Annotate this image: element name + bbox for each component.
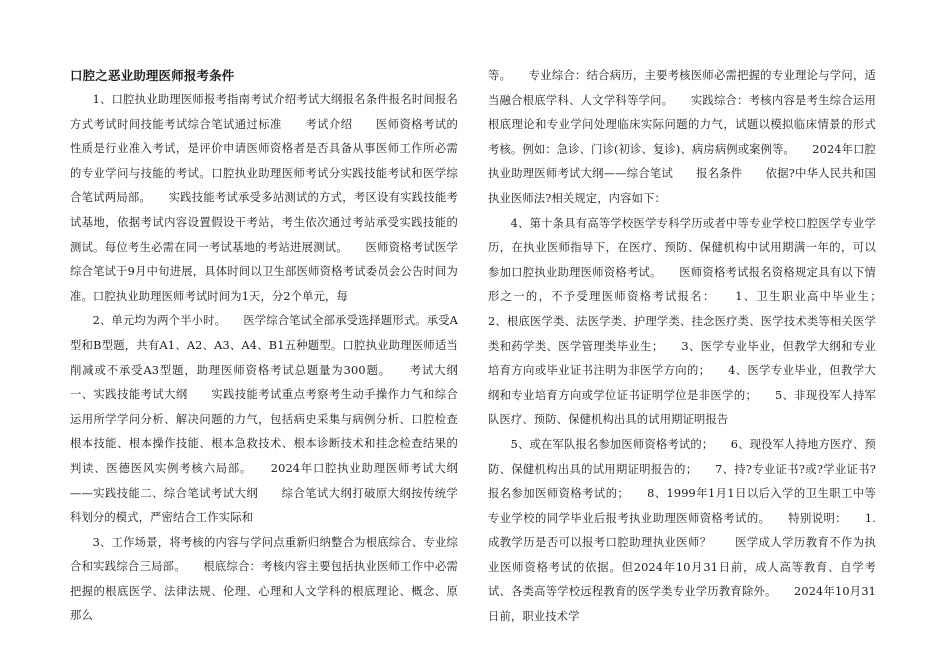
paragraph: 4、第十条具有高等学校医学专科学历或者中等专业学校口腔医学专业学历，在执业医师指导下，在医疗、预防、保健机构中试用期满一年的，可以参加口腔执业助理医师资格考试。 医师资格考试报名资格规定具有以下情形之一的，不予受理医师资格考试报名： 1、卫生职业高中毕业生； 2、根底医学类、法医学类、护理学类、挂念医疗类、医学技术类等相关医学类和药学类、医学管理类毕业生； 3、医学专业毕业，但教学大纲和专业培育方向或毕业证书注明为非医学方向的； 4、医学专业毕业，但教学大纲和专业培育方向或学位证书证明学位是非医学的； 5、非现役军人持军队医疗、预防、保健机构出具的试用期证明报告 [488,216,899,427]
paragraph: 3、工作场景，将考核的内容与学问点重新归纳整合为根底综合、专业综合和实践综合三局部。 根底综合：考核内容主要包括执业医师工作中必需把握的根底医学、法律法规、伦理、心理和人文学科的根底理论、概念、原那么 [70,535,458,623]
right-column [488,64,899,630]
paragraph: 2、单元均为两个半小时。 医学综合笔试全部承受选择题形式。承受A型和B型题，共有A1、A2、A3、A4、B1五种题型。口腔执业助理医师适当削减或不承受A3型题，助理医师资格考试总题量为300题。 考试大纲 一、实践技能考试大纲 实践技能考试重点考察考生动手操作力气和综合运用所学学问分析、解决问题的力气，包括病史采集与病例分析、口腔检查根本技能、根本操作技能、根本急救技术、根本诊断技术和挂念检查结果的判读、医德医风实例考核六局部。 2024年口腔执业助理医师考试大纲——实践技能二、综合笔试考试大纲 综合笔试大纲打破原大纲按传统学科划分的模式，严密结合工作实际和 [70,314,481,525]
paragraph: 1、口腔执业助理医师报考指南考试介绍考试大纲报名条件报名时间报名方式考试时间技能考试综合笔试通过标准 考试介绍 医师资格考试的性质是行业准入考试，是评价申请医师资格者是否具备从事医师工作所必需的专业学问与技能的考试。口腔执业助理医师考试分实践技能考试和医学综合笔试两局部。 实践技能考试承受多站测试的方式，考区设有实践技能考试基地，依据考试内容设置假设干考站，考生依次通过考站承受实践技能的测试。每位考生必需在同一考试基地的考站进展测试。 医师资格考试医学综合笔试于9月中旬进展，具体时间以卫生部医师资格考试委员会公告时间为准。口腔执业助理医师考试时间为1天，分2个单元，每 [70,93,458,303]
paragraph: 5、或在军队报名参加医师资格考试的； 6、现役军人持地方医疗、预防、保健机构出具的试用期证明报告的； 7、持?专业证书?或?学业证书?报名参加医师资格考试的； 8、1999年1月1日以后入学的卫生职工中等专业学校的同学毕业后报考执业助理医师资格考试的。 特别说明： 1.成教学历是否可以报考口腔助理执业医师？ 医学成人学历教育不作为执业医师资格考试的依据。但2024年10月31日前，成人高等教育、自学考试、各类高等学校远程教育的医学类专业学历教育除外。 2024年10月31日前，职业技术学 [488,437,876,624]
paragraph: 等。 专业综合：结合病历，主要考核医师必需把握的专业理论与学问，适当融合根底学科、人文学科等学问。 实践综合：考核内容是考生综合运用根底理论和专业学问处理临床实际问题的力气，试题以模拟临床情景的形式考核。例如：急诊、门诊(初诊、复诊)、病房病例或案例等。 2024年口腔执业助理医师考试大纲——综合笔试 报名条件 依据?中华人民共和国执业医师法?相关规定，内容如下： [488,69,876,205]
document-title: 口腔之恶业助理医师报考条件 [70,68,235,83]
left-column [70,64,481,629]
